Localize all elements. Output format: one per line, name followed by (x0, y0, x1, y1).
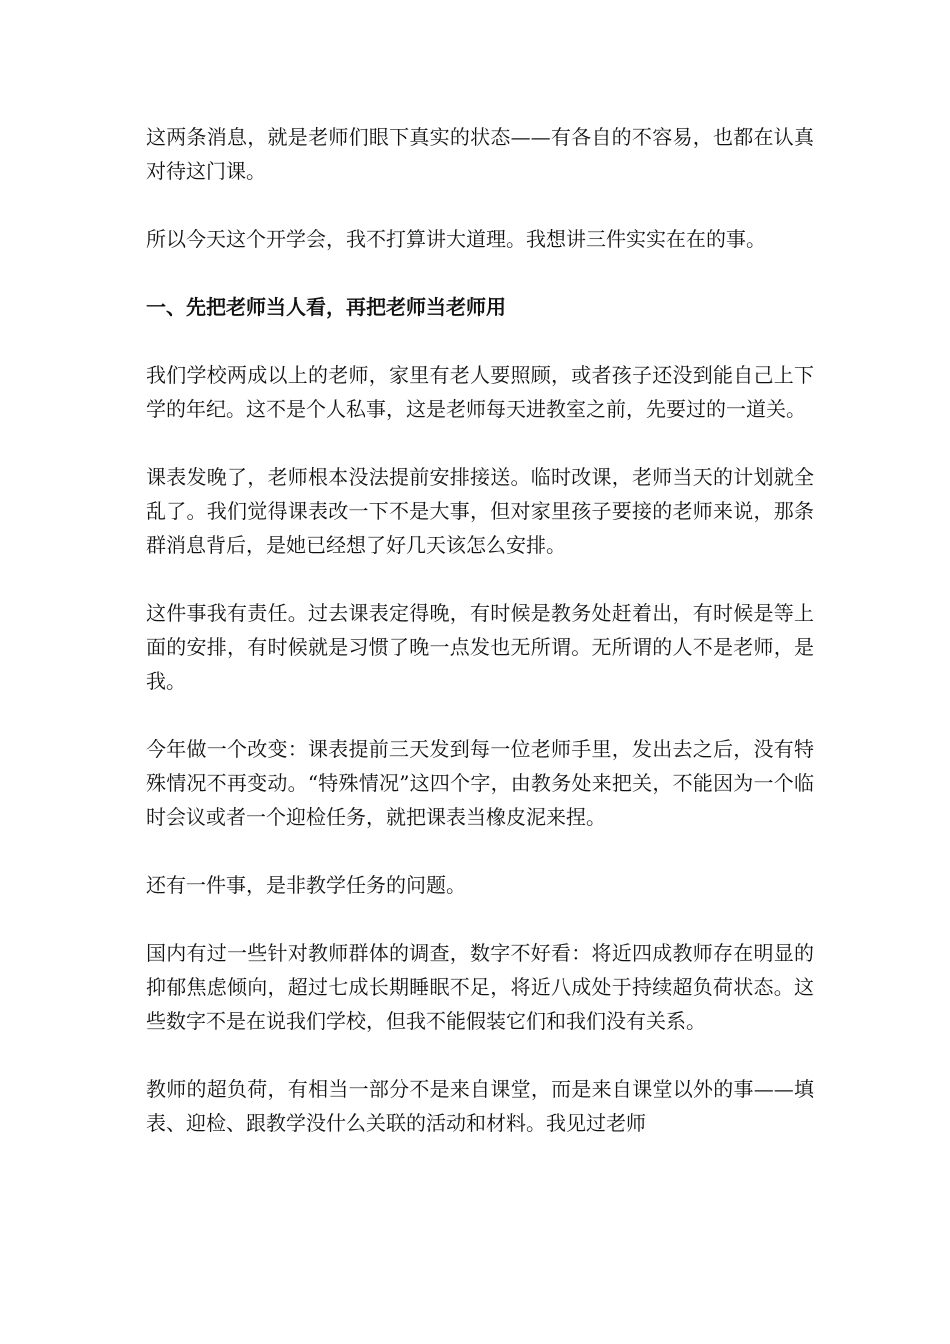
section-heading: 一、先把老师当人看，再把老师当老师用 (146, 295, 506, 319)
paragraph: 这件事我有责任。过去课表定得晚，有时候是教务处赶着出，有时候是等上面的安排，有时候就是习惯了晚一点发也无所谓。无所谓的人不是老师，是我。 (146, 601, 814, 693)
paragraph: 国内有过一些针对教师群体的调查，数字不好看：将近四成教师存在明显的抑郁焦虑倾向，超过七成长期睡眠不足，将近八成处于持续超负荷状态。这些数字不是在说我们学校，但我不能假装它们和我们没有关系。 (146, 941, 814, 1033)
paragraph: 今年做一个改变：课表提前三天发到每一位老师手里，发出去之后，没有特殊情况不再变动。“特殊情况”这四个字，由教务处来把关，不能因为一个临时会议或者一个迎检任务，就把课表当橡皮泥来捏。 (146, 737, 814, 829)
paragraph: 还有一件事，是非教学任务的问题。 (146, 873, 466, 897)
document-body (146, 120, 814, 1174)
paragraph: 这两条消息，就是老师们眼下真实的状态——有各自的不容易，也都在认真对待这门课。 (146, 125, 814, 183)
paragraph: 课表发晚了，老师根本没法提前安排接送。临时改课，老师当天的计划就全乱了。我们觉得课表改一下不是大事，但对家里孩子要接的老师来说，那条群消息背后，是她已经想了好几天该怎么安排。 (146, 465, 814, 557)
paragraph: 教师的超负荷，有相当一部分不是来自课堂，而是来自课堂以外的事——填表、迎检、跟教学没什么关联的活动和材料。我见过老师 (146, 1077, 814, 1135)
paragraph: 我们学校两成以上的老师，家里有老人要照顾，或者孩子还没到能自己上下学的年纪。这不是个人私事，这是老师每天进教室之前，先要过的一道关。 (146, 363, 814, 421)
paragraph: 所以今天这个开学会，我不打算讲大道理。我想讲三件实实在在的事。 (146, 227, 766, 251)
